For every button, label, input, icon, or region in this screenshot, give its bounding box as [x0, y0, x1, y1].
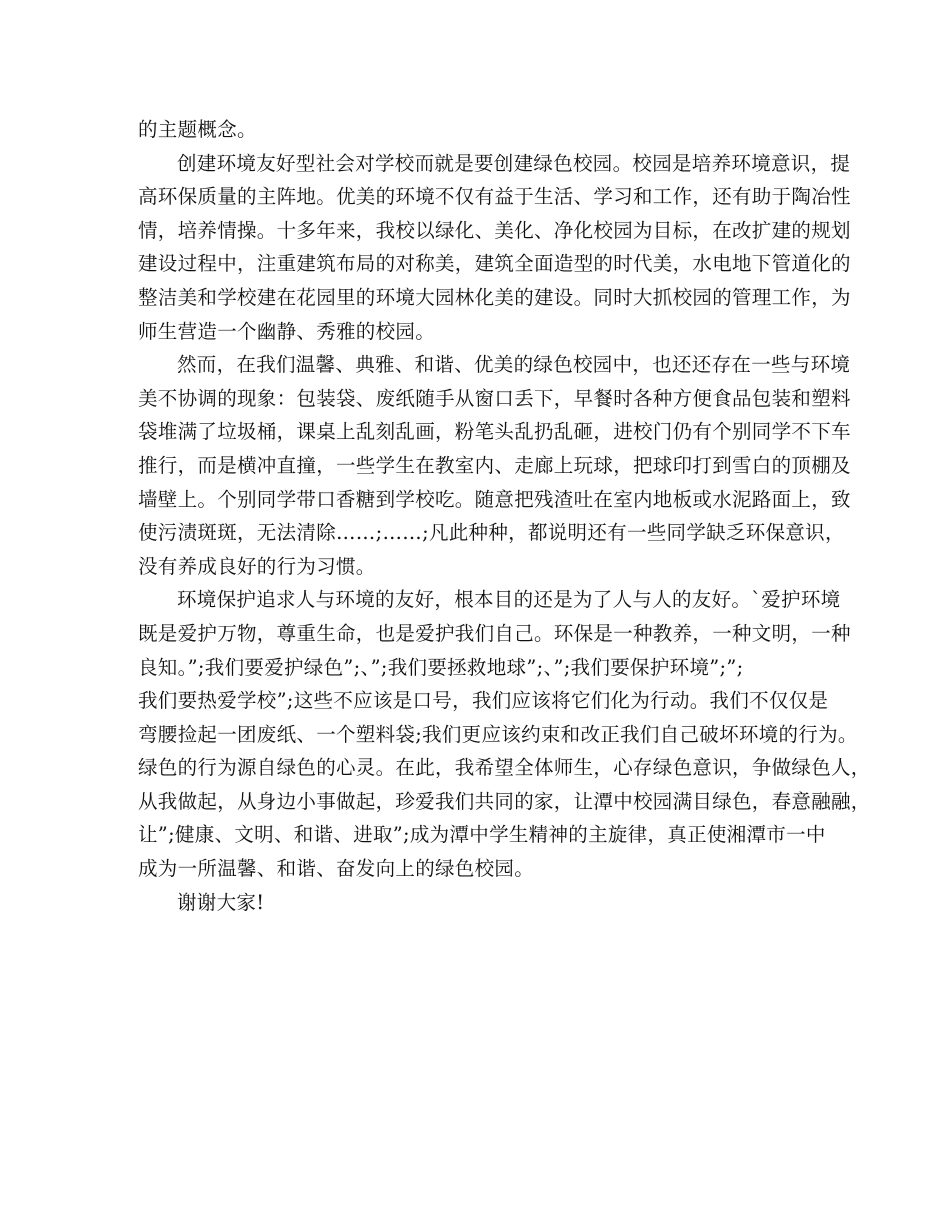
text-line: 整洁美和学校建在花园里的环境大园林化美的建设。同时大抓校园的管理工作，为	[138, 285, 851, 309]
text-line: 高环保质量的主阵地。优美的环境不仅有益于生活、学习和工作，还有助于陶冶性	[138, 185, 851, 209]
text-line: 成为一所温馨、和谐、奋发向上的绿色校园。	[138, 857, 535, 881]
text-line: 的主题概念。	[138, 118, 257, 141]
text-line: 使污渍斑斑，无法清除……;……;凡此种种，都说明还有一些同学缺乏环保意识，	[138, 521, 845, 545]
text-line: 弯腰捡起一团废纸、一个塑料袋;我们更应该约束和改正我们自己破坏环境的行为。	[138, 722, 858, 746]
text-line: 让”;健康、文明、和谐、进取”;成为潭中学生精神的主旋律，真正使湘潭市一中	[138, 823, 826, 847]
text-line: 师生营造一个幽静、秀雅的校园。	[138, 319, 436, 343]
text-line: 既是爱护万物，尊重生命，也是爱护我们自己。环保是一种教养，一种文明，一种	[138, 621, 851, 645]
text-line: 袋堆满了垃圾桶，课桌上乱刻乱画，粉笔头乱扔乱砸，进校门仍有个别同学不下车	[138, 420, 851, 444]
text-line: 墙壁上。个别同学带口香糖到学校吃。随意把残渣吐在室内地板或水泥路面上，致	[138, 487, 851, 511]
text-line: 创建环境友好型社会对学校而就是要创建绿色校园。校园是培养环境意识，提	[177, 151, 851, 175]
text-line: 建设过程中，注重建筑布局的对称美，建筑全面造型的时代美，水电地下管道化的	[138, 252, 851, 276]
text-line: 从我做起，从身边小事做起，珍爱我们共同的家，让潭中校园满目绿色，春意融融，	[138, 789, 871, 813]
text-line: 没有养成良好的行为习惯。	[138, 554, 376, 578]
text-line: 良知。”;我们要爱护绿色”;、”;我们要拯救地球”;、”;我们要保护环境”;”;	[138, 655, 744, 679]
text-line: 美不协调的现象：包装袋、废纸随手从窗口丢下，早餐时各种方便食品包装和塑料	[138, 386, 851, 410]
document-body	[138, 113, 871, 919]
text-line: 我们要热爱学校”;这些不应该是口号，我们应该将它们化为行动。我们不仅仅是	[138, 689, 829, 713]
text-line: 情，培养情操。十多年来，我校以绿化、美化、净化校园为目标，在改扩建的规划	[138, 218, 851, 242]
text-line: 绿色的行为源自绿色的心灵。在此，我希望全体师生，心存绿色意识，争做绿色人，	[138, 756, 871, 780]
text-line: 环境保护追求人与环境的友好，根本目的还是为了人与人的友好。`爱护环境	[177, 588, 841, 612]
text-line: 然而，在我们温馨、典雅、和谐、优美的绿色校园中，也还还存在一些与环境	[177, 353, 851, 377]
text-line: 推行，而是横冲直撞，一些学生在教室内、走廊上玩球，把球印打到雪白的顶棚及	[138, 453, 851, 477]
text-line: 谢谢大家!	[177, 890, 265, 914]
